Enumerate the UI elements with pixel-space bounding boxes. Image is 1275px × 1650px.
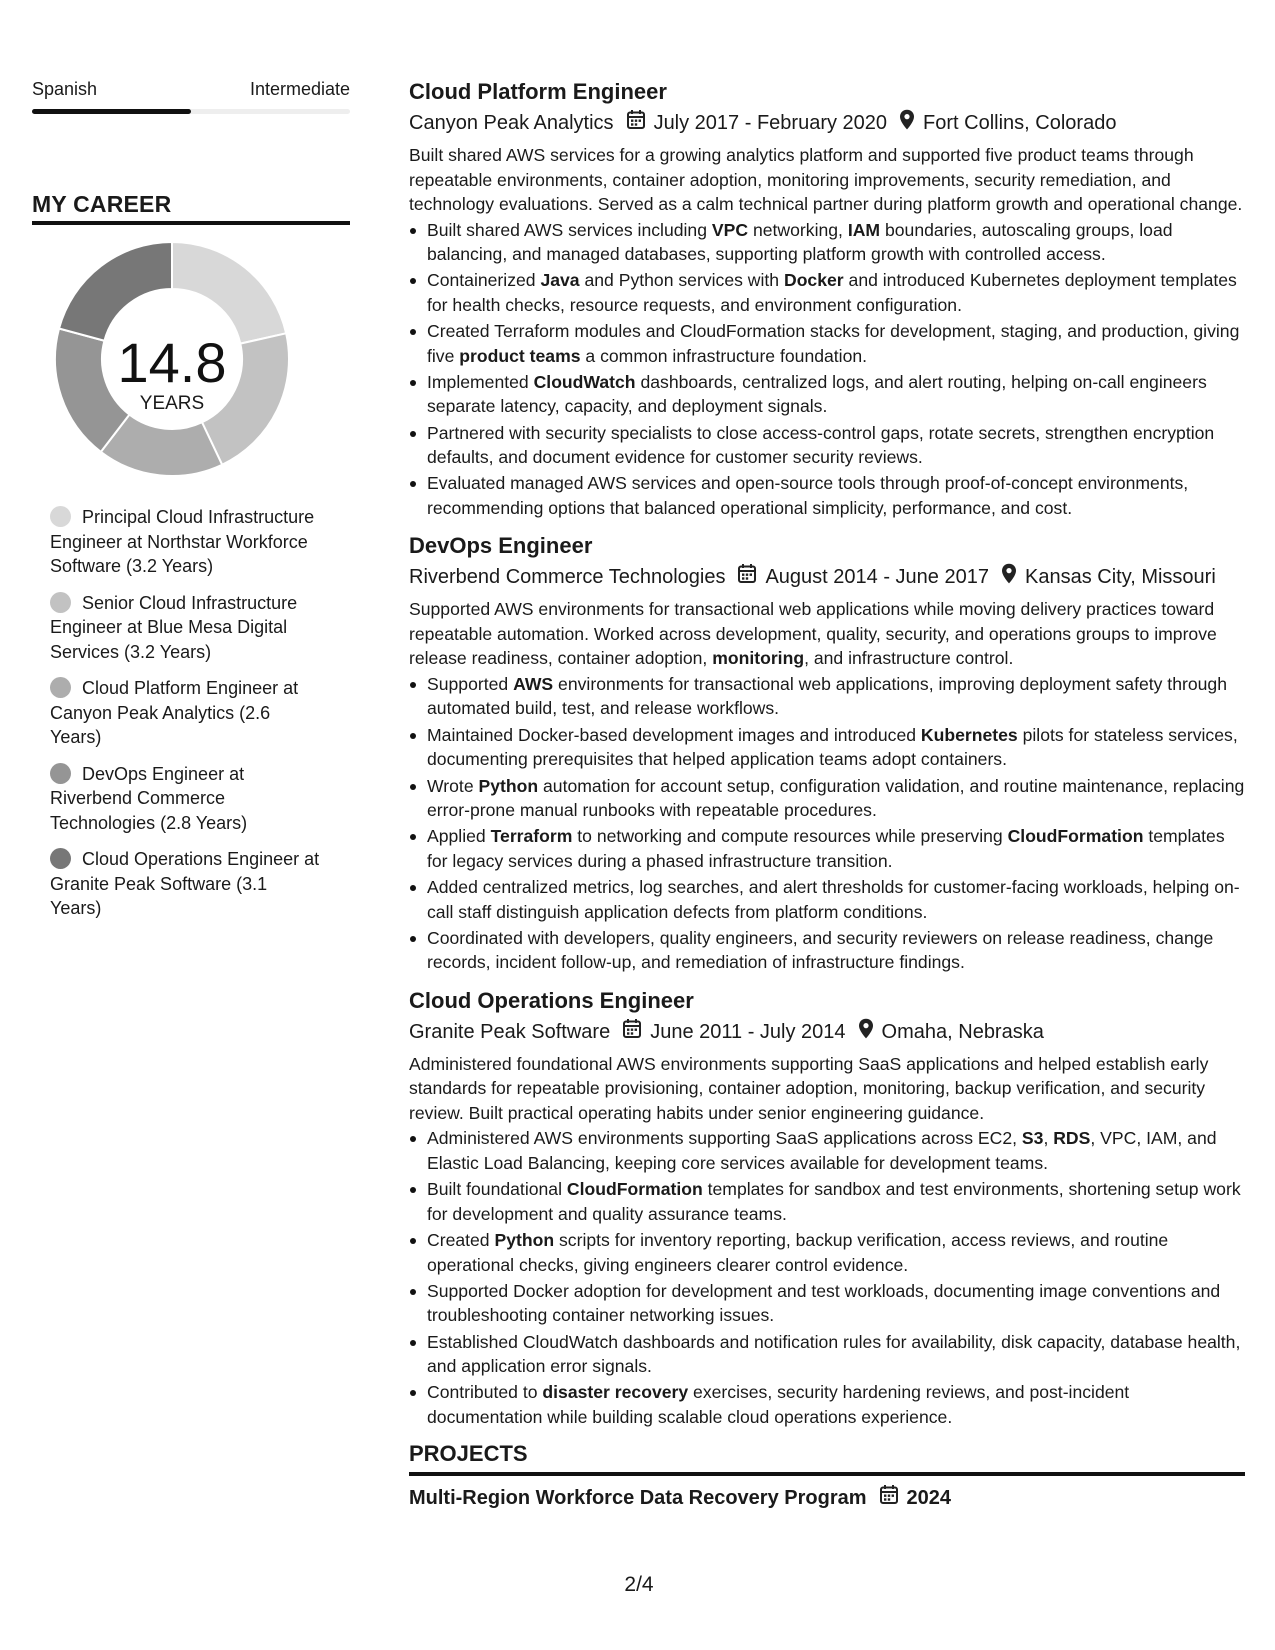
job-dates: August 2014 - June 2017	[765, 566, 989, 589]
job-company: Canyon Peak Analytics	[409, 112, 614, 134]
calendar-icon	[622, 1018, 642, 1046]
legend-item	[50, 847, 322, 921]
legend-swatch	[50, 848, 71, 869]
job-summary: Administered foundational AWS environments supporting SaaS applications and helped establish early standards for repeatable provisioning, container adoption, monitoring, backup verification, and security review. Built practical operating habits under senior engineering guidance.	[409, 1053, 1209, 1123]
job-bullets	[409, 218, 1245, 521]
career-donut-chart	[32, 241, 350, 501]
donut-slice-5	[59, 242, 172, 341]
job-bullet: Established CloudWatch dashboards and notification rules for availability, disk capacity, database health, and application error signals.	[409, 1330, 1245, 1379]
job-bullet: Maintained Docker-based development images and introduced Kubernetes pilots for stateless services, documenting prerequisites that helped application teams adopt containers.	[409, 723, 1245, 772]
language-name: Spanish	[32, 79, 98, 99]
calendar-icon	[737, 563, 757, 591]
legend-label: DevOps Engineer at Riverbend Commerce Technologies (2.8 Years)	[50, 763, 248, 833]
job-summary: Built shared AWS services for a growing analytics platform and supported five product teams through repeatable environments, container adoption, monitoring improvements, security remediation, and technology evaluations. Served as a calm technical partner during platform growth and operational change.	[409, 145, 1243, 214]
job-location: Omaha, Nebraska	[881, 1020, 1044, 1043]
job-location: Kansas City, Missouri	[1024, 566, 1216, 589]
calendar-icon	[879, 1484, 899, 1512]
legend-label: Cloud Platform Engineer at Canyon Peak Analytics (2.6 Years)	[50, 678, 299, 747]
job-company: Riverbend Commerce Technologies	[409, 566, 726, 589]
job-bullet: Added centralized metrics, log searches, and alert thresholds for customer-facing workloads, helping on-call staff distinguish application defects from platform conditions.	[409, 875, 1245, 924]
career-heading-rule	[32, 221, 350, 225]
job-bullet: Coordinated with developers, quality engineers, and security reviewers on release readiness, change records, incident follow-up, and remediation of infrastructure findings.	[409, 926, 1245, 975]
donut-slice-1	[172, 242, 286, 344]
career-heading: MY CAREER	[32, 191, 172, 217]
legend-item	[50, 505, 322, 579]
legend-item	[50, 591, 322, 665]
job-company: Granite Peak Software	[409, 1020, 611, 1043]
legend-swatch	[50, 592, 71, 613]
job-dates: June 2011 - July 2014	[650, 1020, 846, 1043]
legend-swatch	[50, 506, 71, 527]
job-meta	[409, 109, 1245, 137]
job-bullet: Supported AWS environments for transactional web applications, improving deployment safety through automated build, test, and release workflows.	[409, 672, 1245, 721]
job-location: Fort Collins, Colorado	[923, 112, 1117, 134]
projects-heading-rule	[409, 1472, 1245, 1476]
job-bullet: Partnered with security specialists to close access-control gaps, rotate secrets, strengthen encryption defaults, and document evidence for customer security reviews.	[409, 421, 1245, 470]
legend-swatch	[50, 763, 71, 784]
project-year: 2024	[906, 1487, 952, 1510]
job-bullet: Built foundational CloudFormation templates for sandbox and test environments, shortening setup work for development and quality assurance teams.	[409, 1177, 1245, 1226]
job-bullet: Created Python scripts for inventory reporting, backup verification, access reviews, and routine operational checks, giving engineers clearer control evidence.	[409, 1228, 1245, 1277]
job-bullet: Supported Docker adoption for development and test workloads, documenting image conventions and troubleshooting container networking issues.	[409, 1279, 1245, 1328]
language-level: Intermediate	[249, 79, 350, 99]
job-bullet: Wrote Python automation for account setup, configuration validation, and routine maintenance, replacing error-prone manual runbooks with repeatable procedures.	[409, 774, 1245, 823]
job-meta	[409, 563, 1245, 591]
project-name: Multi-Region Workforce Data Recovery Program	[409, 1487, 867, 1510]
job-title: Cloud Platform Engineer	[409, 79, 667, 104]
career-legend	[32, 505, 322, 921]
career-total-unit: YEARS	[139, 393, 205, 414]
job-bullet: Built shared AWS services including VPC networking, IAM boundaries, autoscaling groups, load balancing, and managed databases, supporting platform growth with controlled access.	[409, 218, 1245, 267]
sidebar	[32, 78, 350, 933]
job-summary: Supported AWS environments for transactional web applications while moving delivery practices toward repeatable automation. Worked across development, quality, security, and operations groups to improve release readiness, container adoption, monitoring, and infrastructure control.	[409, 599, 1217, 669]
legend-item	[50, 762, 322, 836]
legend-label: Cloud Operations Engineer at Granite Peak Software (3.1 Years)	[50, 849, 320, 918]
job-entry	[409, 78, 1245, 520]
legend-swatch	[50, 677, 71, 698]
job-bullets	[409, 672, 1245, 975]
job-bullet: Created Terraform modules and CloudFormation stacks for development, staging, and production, giving five product teams a common infrastructure foundation.	[409, 319, 1245, 368]
language-proficiency-fill	[32, 109, 191, 114]
job-meta	[409, 1018, 1245, 1046]
legend-label: Principal Cloud Infrastructure Engineer at Northstar Workforce Software (3.2 Years)	[50, 507, 315, 576]
legend-label: Senior Cloud Infrastructure Engineer at Blue Mesa Digital Services (3.2 Years)	[50, 592, 298, 662]
job-bullet: Contributed to disaster recovery exercises, security hardening reviews, and post-incident documentation while building scalable cloud operations experience.	[409, 1380, 1245, 1429]
legend-item	[50, 676, 322, 750]
calendar-icon	[626, 109, 646, 137]
job-title: DevOps Engineer	[409, 533, 593, 559]
language-row	[32, 78, 350, 100]
projects-heading: PROJECTS	[409, 1441, 528, 1467]
career-total-value: 14.8	[117, 331, 227, 394]
job-entry	[409, 532, 1245, 974]
job-bullet: Implemented CloudWatch dashboards, centralized logs, and alert routing, helping on-call engineers separate latency, capacity, and deployment signals.	[409, 370, 1245, 419]
job-bullet: Applied Terraform to networking and compute resources while preserving CloudFormation templates for legacy services during a phased infrastructure transition.	[409, 824, 1245, 873]
job-bullet: Evaluated managed AWS services and open-source tools through proof-of-concept environments, recommending options that balanced operational simplicity, performance, and cost.	[409, 471, 1245, 520]
map-pin-icon	[899, 109, 915, 137]
experience-section	[409, 78, 1245, 1512]
job-title: Cloud Operations Engineer	[409, 987, 694, 1013]
map-pin-icon	[858, 1018, 874, 1046]
language-proficiency-bar	[32, 109, 350, 114]
job-bullet: Containerized Java and Python services with Docker and introduced Kubernetes deployment templates for health checks, resource requests, and environment configuration.	[409, 268, 1245, 317]
job-dates: July 2017 - February 2020	[653, 112, 888, 134]
project-entry	[409, 1484, 1245, 1512]
job-bullet: Administered AWS environments supporting SaaS applications across EC2, S3, RDS, VPC, IAM, and Elastic Load Balancing, keeping core services available for development teams.	[409, 1126, 1245, 1175]
job-entry	[409, 987, 1245, 1429]
job-bullets	[409, 1126, 1245, 1429]
map-pin-icon	[1001, 563, 1017, 591]
page-number: 2/4	[624, 1573, 654, 1596]
